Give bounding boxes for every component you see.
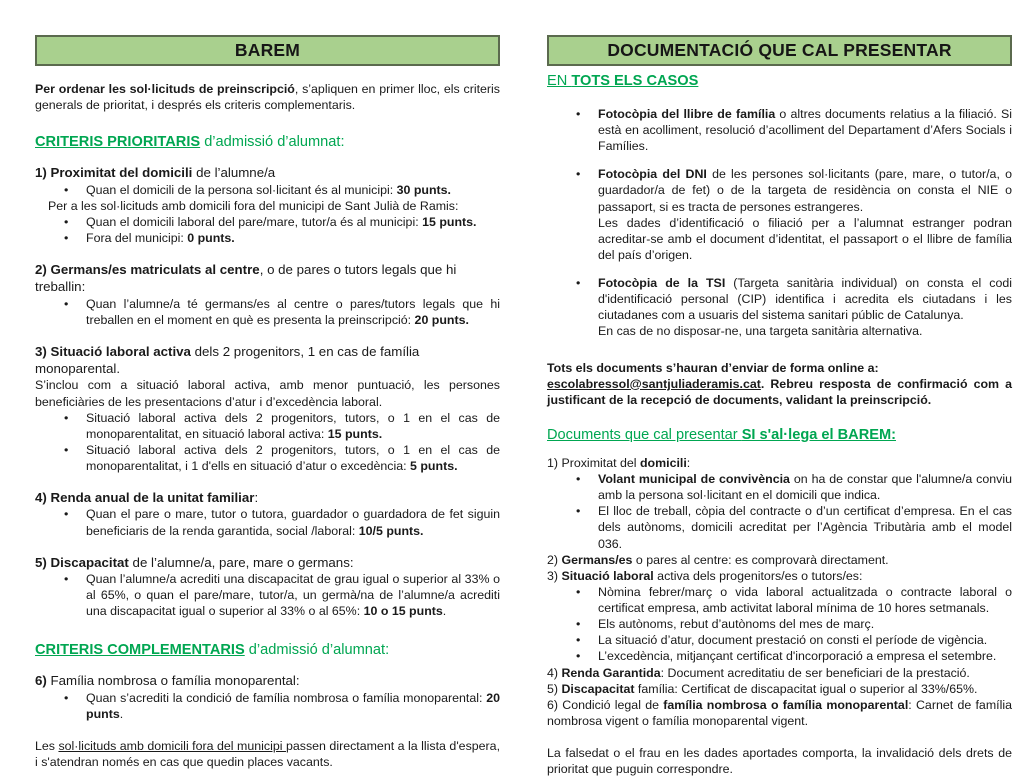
text-run: CRITERIS PRIORITARIS bbox=[35, 134, 201, 151]
barem-title: BAREM bbox=[234, 40, 301, 60]
bullet-text bbox=[598, 648, 1012, 664]
bullet-text bbox=[86, 571, 500, 619]
text-run: TOTS ELS CASOS bbox=[571, 73, 699, 89]
text-run: . Rebreu resposta de confirmació com a justificant de la recepció de documents, validant la preinscripció. bbox=[547, 376, 1012, 407]
right-column bbox=[547, 35, 1012, 777]
text-run: on ha de constar que l'alumne/a conviu amb la persona sol·licitant en el domicili que indica. bbox=[598, 472, 1012, 503]
numbered-line bbox=[547, 568, 1012, 584]
section-heading bbox=[35, 489, 500, 506]
text-run: d’admissió d’alumnat: bbox=[200, 134, 345, 151]
bullet-text bbox=[86, 182, 500, 198]
bullet-item bbox=[547, 632, 1012, 648]
left-column-content bbox=[35, 81, 500, 770]
text-run: 30 punts. bbox=[396, 182, 451, 197]
bullet-dot: • bbox=[64, 214, 69, 229]
text-run: , s’apliquen en primer lloc, els criteris generals de prioritat, i després els criteris complementaris. bbox=[35, 82, 500, 113]
section-heading bbox=[35, 164, 500, 181]
text-run: 1) Proximitat del bbox=[547, 455, 640, 470]
bullet-text bbox=[86, 690, 500, 722]
text-run: de l’alumne/a, pare, mare o germans: bbox=[128, 554, 354, 570]
bullet-dot: • bbox=[64, 230, 69, 245]
green-heading bbox=[35, 641, 500, 660]
bullet-text bbox=[598, 471, 1012, 503]
sub-line bbox=[35, 198, 500, 214]
bullet-text bbox=[598, 616, 1012, 632]
text-run: Nòmina febrer/març o vida laboral actualitzada o contracte laboral o certificat empresa, amb activitat laboral mínima de 10 hores setmanals. bbox=[598, 584, 1012, 616]
bullet-item bbox=[35, 571, 500, 619]
bullet-item bbox=[35, 410, 500, 442]
text-run: 6) Condició legal de bbox=[547, 697, 664, 712]
bullet-item bbox=[547, 471, 1012, 503]
text-run: Els autònoms, rebut d’autònoms del mes de març. bbox=[598, 617, 875, 632]
text-run: 0 punts. bbox=[187, 230, 235, 245]
bullet-text bbox=[598, 275, 1012, 340]
bullet-item bbox=[35, 506, 500, 538]
bullet-text bbox=[598, 584, 1012, 616]
bullet-dot: • bbox=[64, 507, 69, 522]
text-run: d’admissió d’alumnat: bbox=[244, 642, 390, 659]
text-run: 20 punts. bbox=[414, 312, 469, 327]
section-heading bbox=[35, 261, 500, 296]
bullet-item bbox=[547, 503, 1012, 551]
text-run: Fora del municipi: bbox=[86, 230, 188, 245]
bullet-dot: • bbox=[576, 617, 581, 632]
text-run: Les bbox=[35, 738, 59, 753]
text-run: 4) bbox=[547, 665, 562, 680]
bullet-item bbox=[547, 275, 1012, 340]
text-run: 10 o 15 punts bbox=[363, 604, 443, 619]
text-run: 4) Renda anual de la unitat familiar bbox=[35, 490, 255, 506]
bullet-dot: • bbox=[576, 472, 581, 487]
bullet-item bbox=[35, 296, 500, 328]
text-run: S’inclou com a situació laboral activa, amb menor puntuació, les persones beneficiàries de les presentacions d’atur i d’excedència laboral. bbox=[35, 378, 500, 409]
text-run: En cas de no disposar-ne, una targeta sanitària alternativa. bbox=[598, 324, 923, 339]
text-run: 2) bbox=[547, 552, 562, 567]
bullet-item bbox=[547, 166, 1012, 263]
documentacio-title: DOCUMENTACIÓ QUE CAL PRESENTAR bbox=[607, 40, 952, 60]
text-run: Situació laboral bbox=[561, 568, 654, 583]
bullet-dot: • bbox=[64, 182, 69, 197]
text-run: 10/5 punts. bbox=[358, 523, 424, 538]
bullet-item bbox=[547, 648, 1012, 664]
green-heading bbox=[35, 133, 500, 152]
text-run: 2) Germans/es matriculats al centre bbox=[35, 262, 260, 277]
text-run: (Targeta sanitària individual) on consta el codi d'identificació personal (CIP) identifica i acredita els ciutadans i les ciutadanes com a usuaris del sistema sanitari públic de Catalunya. bbox=[598, 276, 1012, 323]
text-run: EN bbox=[547, 73, 572, 89]
text-run: Situació laboral activa dels 2 progenitors, tutors, o 1 en el cas de monoparentalitat, i 1 d'ells en situació d’atur o excedència: bbox=[86, 442, 500, 473]
bullet-text bbox=[86, 506, 500, 538]
bullet-dot: • bbox=[576, 106, 581, 121]
text-run: . bbox=[119, 706, 124, 721]
text-run: 20 punts bbox=[86, 690, 500, 721]
bullet-dot: • bbox=[576, 649, 581, 664]
numbered-line bbox=[547, 681, 1012, 697]
text-run: 5) Discapacitat bbox=[35, 554, 129, 570]
bullet-dot: • bbox=[576, 276, 581, 291]
barem-title-box bbox=[35, 35, 500, 66]
bullet-dot: • bbox=[64, 571, 69, 586]
bullet-text bbox=[86, 410, 500, 442]
text-run: domicili bbox=[639, 455, 687, 470]
text-run: 5) bbox=[547, 681, 562, 696]
text-run: Volant municipal de convivència bbox=[598, 472, 790, 487]
text-run: : bbox=[686, 455, 691, 470]
text-run: sol·licituds amb domicili fora del municipi bbox=[58, 738, 286, 753]
section-heading bbox=[35, 554, 500, 571]
text-run: 3) bbox=[547, 568, 562, 583]
text-run: o pares al centre: es comprovarà directament. bbox=[632, 552, 889, 567]
text-run: Tots els documents s’hauran d’enviar de forma online a: bbox=[547, 360, 879, 375]
paragraph bbox=[547, 745, 1012, 777]
text-run: Quan el domicili laboral del pare/mare, tutor/a és al municipi: bbox=[86, 214, 423, 229]
bullet-item bbox=[35, 442, 500, 474]
paragraph bbox=[35, 377, 500, 409]
bullet-text bbox=[598, 632, 1012, 648]
text-run: Fotocòpia de la TSI bbox=[598, 276, 726, 291]
text-run: La situació d’atur, document prestació on consti el període de vigència. bbox=[598, 633, 988, 648]
text-run: de les persones sol·licitants (pare, mare, o tutor/a, o guardador/a de fet) o de la targeta de residència on consta el NIE o passaport, si es tracta de persones estrangeres. bbox=[598, 167, 1012, 214]
text-run: Renda Garantida bbox=[561, 665, 661, 680]
text-run: : Carnet de família nombrosa vigent o família monoparental vigent. bbox=[547, 697, 1012, 728]
text-run: La falsedat o el frau en les dades aportades comporta, la invalidació dels drets de prioritat que puguin correspondre. bbox=[547, 746, 1012, 777]
text-run: . bbox=[442, 604, 447, 619]
text-run: Discapacitat bbox=[561, 681, 635, 696]
bullet-item bbox=[547, 616, 1012, 632]
text-run: Quan el pare o mare, tutor o tutora, guardador o guardadora de fet siguin beneficiaris de la renda garantida, social /laboral: bbox=[86, 507, 500, 538]
paragraph bbox=[35, 738, 500, 770]
text-run: de l’alumne/a bbox=[192, 165, 276, 181]
bullet-item bbox=[547, 106, 1012, 154]
text-run: SI s'al·lega el BAREM: bbox=[741, 426, 896, 443]
bullet-dot: • bbox=[576, 167, 581, 182]
bullet-text bbox=[86, 214, 500, 230]
green-heading bbox=[547, 426, 1012, 445]
text-run: Quan l’alumne/a acrediti una discapacitat de grau igual o superior al 33% o al 65%, o quan el pare/mare, tutor/a, un germà/na de l’alumne/a acrediti una discapacitat igual o superior al 33% o al 65%: bbox=[86, 571, 500, 619]
text-run: Germans/es bbox=[561, 552, 633, 567]
text-run: Per a les sol·licituds amb domicili fora del municipi de Sant Julià de Ramis: bbox=[48, 198, 459, 213]
text-run: Quan l’alumne/a té germans/es al centre o pares/tutors legals que hi treballen en el moment en què es presenta la preinscripció: bbox=[86, 296, 500, 327]
section-heading bbox=[35, 672, 500, 689]
bullet-item bbox=[547, 584, 1012, 616]
bullet-text bbox=[598, 166, 1012, 263]
bullet-dot: • bbox=[64, 442, 69, 457]
text-run: família: Certificat de discapacitat igual o superior al 33%/65%. bbox=[634, 681, 978, 696]
text-run: dels 2 progenitors, 1 en cas de família monoparental. bbox=[35, 343, 420, 377]
text-run: Les dades d’identificació o filiació per a l’alumnat estranger podran acreditar-se amb el document d’identitat, el passaport o el llibre de família del país d’origen. bbox=[598, 215, 1012, 262]
bullet-text bbox=[86, 442, 500, 474]
text-run: 15 punts. bbox=[422, 214, 477, 229]
bullet-item bbox=[35, 690, 500, 722]
right-column-content bbox=[547, 72, 1012, 777]
numbered-line bbox=[547, 455, 1012, 471]
text-run: Situació laboral activa dels 2 progenitors, tutors, o 1 en el cas de monoparentalitat, en situació laboral activa: bbox=[86, 410, 500, 441]
text-run: passen directament a la llista d'espera, i s'atendran només en cas que quedin places vacants. bbox=[35, 738, 501, 769]
text-run: L’excedència, mitjançant certificat d'incorporació a empresa el setembre. bbox=[598, 649, 997, 664]
text-run: Documents que cal presentar bbox=[547, 426, 742, 443]
text-run: El lloc de treball, còpia del contracte o d’un certificat d’empresa. En el cas dels autònoms, domicili acreditat per l’Agència Tributària amb el model 036. bbox=[598, 504, 1012, 551]
bullet-dot: • bbox=[64, 296, 69, 311]
text-run: 15 punts. bbox=[327, 426, 383, 441]
bullet-text bbox=[86, 296, 500, 328]
numbered-line bbox=[547, 665, 1012, 681]
text-run: , o de pares o tutors legals que hi treballin: bbox=[35, 262, 457, 295]
email-link[interactable]: escolabressol@santjuliaderamis.cat bbox=[547, 376, 761, 391]
text-run: 1) Proximitat del domicili bbox=[35, 165, 193, 181]
bullet-dot: • bbox=[64, 690, 69, 705]
bullet-item bbox=[35, 182, 500, 198]
section-heading bbox=[35, 343, 500, 378]
bullet-dot: • bbox=[64, 410, 69, 425]
text-run: Família nombrosa o família monoparental: bbox=[46, 673, 300, 689]
text-run: CRITERIS COMPLEMENTARIS bbox=[35, 642, 245, 659]
paragraph bbox=[547, 360, 1012, 408]
green-heading bbox=[547, 72, 1012, 91]
text-run: : Document acreditatiu de ser beneficiari de la prestació. bbox=[660, 665, 970, 680]
text-run: Quan s’acrediti la condició de família nombrosa o família monoparental: bbox=[86, 690, 487, 705]
text-run: Quan el domicili de la persona sol·licitant és al municipi: bbox=[86, 182, 397, 197]
text-run: : bbox=[254, 490, 259, 506]
text-run: Fotocòpia del llibre de família bbox=[598, 106, 776, 121]
paragraph bbox=[35, 81, 500, 113]
bullet-dot: • bbox=[576, 584, 581, 599]
bullet-dot: • bbox=[576, 504, 581, 519]
bullet-text bbox=[86, 230, 500, 246]
documentacio-title-box bbox=[547, 35, 1012, 66]
bullet-dot: • bbox=[576, 633, 581, 648]
bullet-item bbox=[35, 214, 500, 230]
numbered-line bbox=[547, 697, 1012, 729]
text-run: 3) Situació laboral activa bbox=[35, 343, 191, 359]
text-run: 6) bbox=[35, 673, 47, 689]
text-run: 5 punts. bbox=[410, 459, 458, 473]
left-column bbox=[35, 35, 501, 769]
bullet-text bbox=[598, 503, 1012, 551]
numbered-line bbox=[547, 552, 1012, 568]
text-run: activa dels progenitors/es o tutors/es: bbox=[653, 568, 863, 583]
bullet-text bbox=[598, 106, 1012, 154]
text-run: Per ordenar les sol·licituds de preinscripció bbox=[35, 82, 295, 96]
text-run: o altres documents relatius a la filiació. Si està en acolliment, resolució d’acolliment del Departament d’Afers Socials i Famílies. bbox=[598, 106, 1012, 154]
bullet-item bbox=[35, 230, 500, 246]
text-run: família nombrosa o família monoparental bbox=[663, 697, 909, 712]
text-run: Fotocòpia del DNI bbox=[598, 167, 707, 182]
